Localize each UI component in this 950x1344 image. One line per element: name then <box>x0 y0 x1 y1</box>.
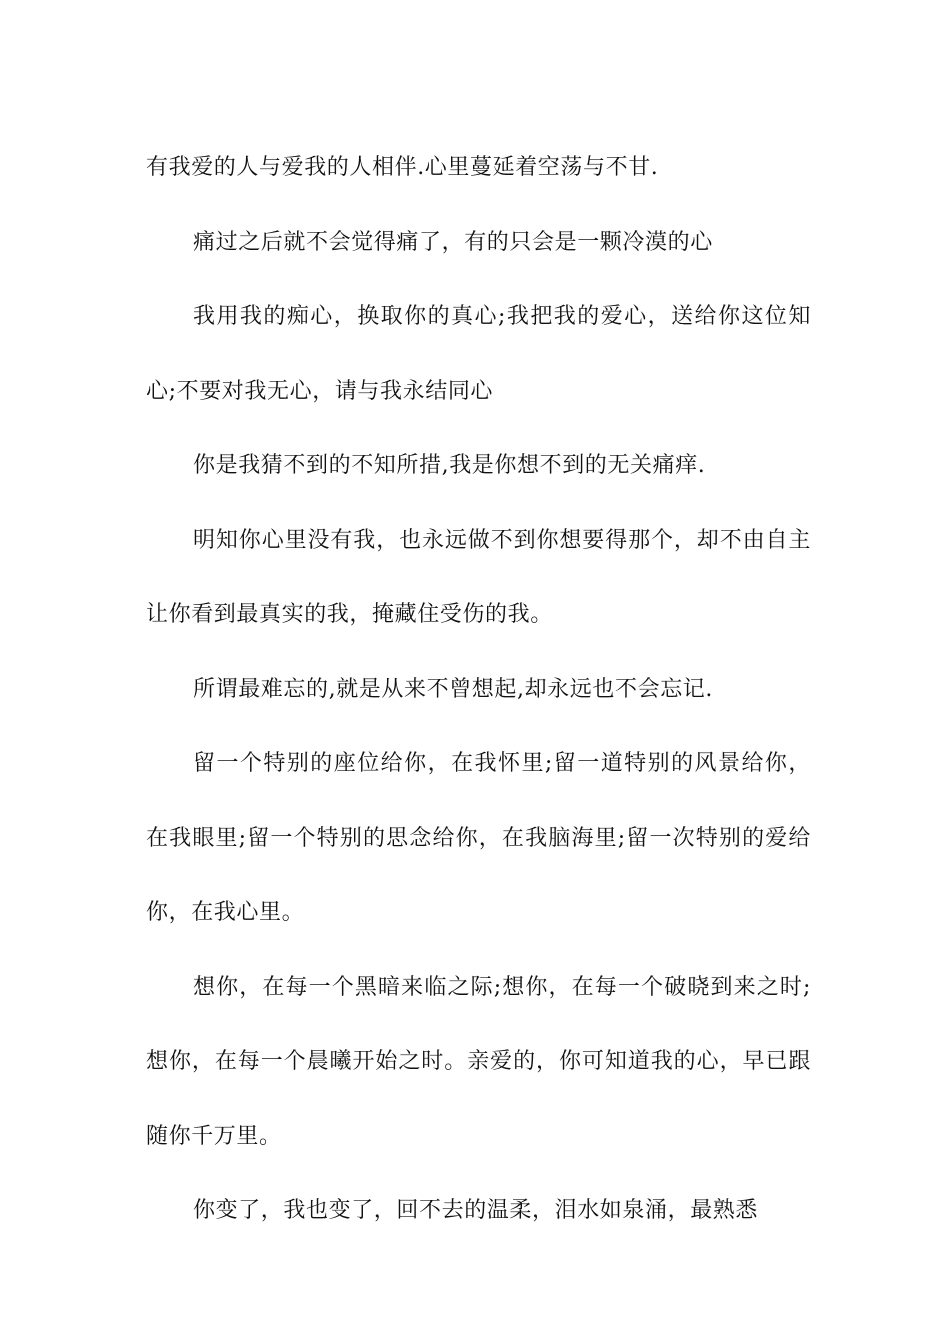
body-text <box>146 131 811 1249</box>
paragraph-8: 想你，在每一个黑暗来临之际;想你，在每一个破晓到来之时;想你，在每一个晨曦开始之时。亲爱的，你可知道我的心，早已跟随你千万里。 <box>146 974 811 1149</box>
paragraph-2: 痛过之后就不会觉得痛了，有的只会是一颗冷漠的心 <box>193 229 713 255</box>
paragraph-1: 有我爱的人与爱我的人相伴.心里蔓延着空荡与不甘. <box>146 155 659 180</box>
paragraph-4: 你是我猜不到的不知所措,我是你想不到的无关痛痒. <box>193 453 706 478</box>
paragraph-6: 所谓最难忘的,就是从来不曾想起,却永远也不会忘记. <box>193 676 713 702</box>
paragraph-7: 留一个特别的座位给你，在我怀里;留一道特别的风景给你，在我眼里;留一个特别的思念给你，在我脑海里;留一次特别的爱给你，在我心里。 <box>146 751 811 925</box>
paragraph-9: 你变了，我也变了，回不去的温柔，泪水如泉涌，最熟悉 <box>193 1198 759 1223</box>
paragraph-5: 明知你心里没有我，也永远做不到你想要得那个，却不由自主让你看到最真实的我，掩藏住受伤的我。 <box>146 527 811 627</box>
paragraph-3: 我用我的痴心，换取你的真心;我把我的爱心，送给你这位知心;不要对我无心，请与我永结同心 <box>146 304 811 404</box>
